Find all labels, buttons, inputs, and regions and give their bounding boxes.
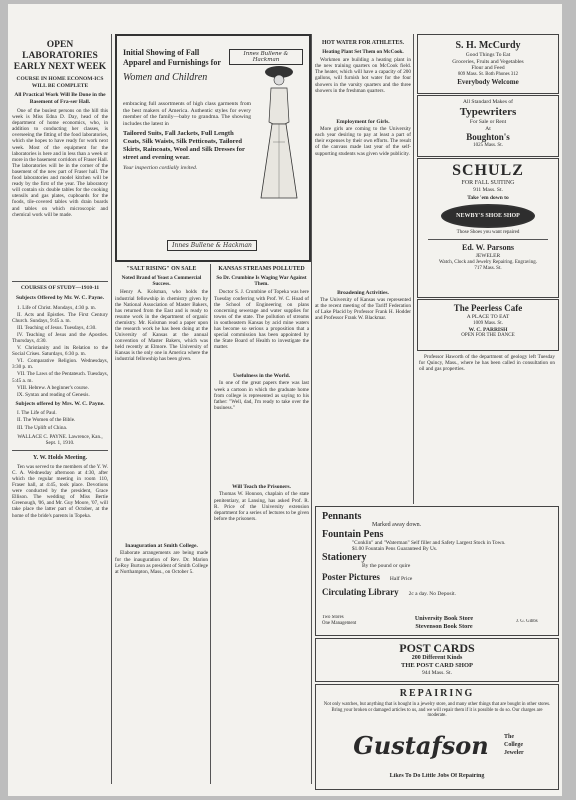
ad-line: 717 Mass. St. (474, 265, 502, 271)
list-item: II. Acts and Epistles. The First Century Church. Sundays, 9:45 a. m. (12, 311, 108, 324)
section-head: Inauguration at Smith College. (125, 543, 198, 550)
column-4 (315, 40, 411, 500)
section-head: COURSES OF STUDY—1910-11 (20, 285, 100, 291)
gustafson-logo: Gustafson (353, 731, 489, 760)
column-rule (311, 34, 312, 784)
ad-line: W. C. PARRISH (468, 326, 508, 333)
ad-script-text: Women and Children (123, 72, 208, 83)
ad-title: Boughton's (466, 132, 510, 142)
ad-line: University Book Store (414, 615, 474, 622)
ad-mccurdy (417, 34, 559, 94)
list-item: II. The Women of the Bible. (17, 417, 76, 424)
ad-line: $1.00 Fountain Pens Guaranteed By Us. (352, 546, 438, 553)
paragraph: Professor Haworth of the department of geology left Tuesday for Quincy, Mass., where he has been called in consultation on oil and gas properties. (419, 354, 555, 373)
ad-line: Half Price (389, 575, 413, 582)
circulating-row (322, 585, 552, 600)
list-item: I. The Life of Paul. (17, 410, 57, 417)
ad-line: OPEN FOR THE DANCE (461, 333, 515, 338)
ad-title: Typewriters (459, 106, 517, 118)
book-store-content (322, 511, 552, 600)
ad-repairing (315, 684, 559, 790)
paragraph: More girls are coming to the University each year desiring to pay at least a part of their expenses by their own efforts. The result of the canvass made last year of the self-supporting students was given wide publicity. (315, 126, 411, 157)
stores-middle (374, 615, 514, 630)
list-item: III. Teaching of Jesus. Tuesdays, 4:30. (17, 324, 97, 331)
ad-line: Watch, Clock and Jewelry Repairing. Engraving. (439, 259, 537, 265)
paragraph: Henry A. Kolsman, who holds the industrial fellowship in chemistry given by the National Association of Master Bakers, has returned from the East and is ready to resume work in the department of organic chemistry. Mr. Kolsman read a paper upon the research work he has been doing at the University of Kansas at the annual convention of Master Bakers, which was held recently at Elmore. The University of Kansas is the only one in America where the industrial fellowship has been given. (115, 289, 208, 363)
ad-line: 1009 Mass. St. (473, 320, 503, 326)
section-subhead: Heating Plant Set Them on McCook. (322, 49, 404, 55)
ad-title: SCHULZ (452, 162, 524, 179)
ad-title: The Peerless Cafe (453, 303, 523, 313)
list-item: IV. Teaching of Jesus and the Apostles. Thursdays, 4:30. (12, 331, 108, 344)
headline-open-labs: OPEN LABORATORIES (22, 40, 98, 61)
article-body (214, 380, 309, 480)
ad-title: Circulating Library (322, 586, 399, 597)
woman-illustration (257, 62, 305, 202)
article-body (214, 289, 309, 369)
ad-title: POST CARDS (399, 641, 475, 655)
ad-tagline: Everybody Welcome (457, 77, 519, 86)
ad-headline (123, 48, 228, 84)
list-item: V. Christianity and its Relation to the Social Crises. Saturdays, 6:30 p. m. (12, 345, 108, 358)
section-head: Usefulness in the World. (232, 373, 291, 380)
section-head: HOT WATER FOR ATHLETES. (321, 40, 405, 46)
ad-line: 1025 Mass. St. (473, 143, 503, 148)
article-body (315, 57, 411, 115)
ad-body-text: embracing full assortments of high class garments from the best makers of America. Authentic styles for every member of the family—baby to grandma. The showing includes the latest in (123, 101, 251, 127)
ad-title: Pennants (322, 511, 362, 522)
book-store-footer (322, 615, 552, 631)
paragraph: Elaborate arrangements are being made for the inauguration of Rev. Dr. Marion LeRoy Burton as president of Smith College at Northampton, Mass., on October 5. (115, 550, 208, 575)
list-item: III. The Uplift of China. (17, 424, 68, 431)
section-head: Employment for Girls. (336, 119, 390, 126)
article-body (315, 297, 411, 321)
column-3 (214, 266, 309, 784)
signature-logo: Innes Bullene & Hackman (229, 49, 303, 65)
paragraph: Thomas W. Honnon, chaplain of the state penitentiary, at Lansing, has asked Prof. R. R. Price of the University extension department for a series of lectures to be given before the prisoners. (214, 491, 309, 522)
ad-signature-bottom (157, 234, 267, 252)
ad-line: 200 Different Kinds (411, 655, 463, 661)
ad-line: Stevenson Book Store (415, 622, 473, 630)
section-subhead: Subjects Offered by Mr. W. C. Payne. (16, 295, 104, 301)
newspaper-page (8, 4, 562, 796)
column-rule (413, 34, 414, 504)
ad-line: All Standard Makes of (463, 99, 513, 105)
ad-title: Stationery (322, 552, 367, 564)
signature-logo: Innes Bullene & Hackman (167, 240, 257, 251)
column-rule (210, 264, 211, 784)
ad-tagline: Likes To Do Little Jobs Of Repairing (389, 773, 485, 779)
column-rule (111, 34, 112, 784)
column-1 (12, 40, 108, 784)
ad-line: 2c a day. No Deposit. (408, 590, 456, 597)
ad-line: Those Shoes you want repaired (456, 230, 520, 235)
article-body (12, 464, 108, 519)
column-2 (115, 266, 208, 784)
ad-bold-list: Tailored Suits, Fall Jackets, Full Length Coats, Silk Waists, Silk Petticoats, Tailored Skirts, Raincoats, Wool and Silk Dresses for street and evening wear. (123, 130, 245, 162)
paragraph: The University of Kansas was represented at the recent meeting of the Tariff Federation of Lake Placid by Professor Frank H. Hodder and Professor Frank W. Blackmar. (315, 297, 411, 322)
ad-tagline: Take 'em down to (467, 195, 509, 201)
subhead: COURSE IN HOME ECONOM-ICS WILL BE COMPLETE (16, 76, 104, 89)
paragraph: Workmen are building a heating plant in the new training quarters on McCook field. The heater, which will have a capacity of 200 gallons, will furnish hot water for the four showers in the varsity quarters and the three showers in the freshman quarters. (315, 57, 411, 94)
subhead: All Practical Work Will Be Done in the Basement of Fra-ser Hall. (14, 92, 106, 105)
ad-title: Poster Pictures (322, 571, 380, 582)
stores-left (322, 615, 372, 626)
right-news (419, 354, 555, 502)
section-head: Y. W. Holds Meeting. (32, 454, 88, 461)
list-item: VIII. Hebrew. A beginner's course. (17, 384, 89, 391)
section-head: KANSAS STREAMS POLLUTED (218, 266, 305, 272)
ad-line: "Conklin" and "Waterman" Self filler and Safety Largest Stock in Town. (352, 540, 506, 546)
article-body (315, 126, 411, 286)
ad-line: A PLACE TO EAT (466, 314, 510, 320)
ad-women-apparel (115, 34, 311, 262)
ad-line: JEWELER (475, 253, 501, 259)
ad-line: 944 Mass. St. (422, 669, 452, 676)
ad-headline-text: Initial Showing of Fall Apparel and Furnishings for (123, 48, 221, 67)
ad-line: The (504, 734, 515, 740)
section-subhead: So Dr. Crumbine Is Waging War Against Them. (216, 275, 307, 288)
ad-title: REPAIRING (399, 688, 475, 699)
article-body (12, 108, 108, 278)
subjects-list (12, 305, 108, 398)
poster-row (322, 570, 552, 585)
paragraph: Ten was served to the members of the Y. W. C. A. Wednesday afternoon at 4:30, after which the regular meeting in room 110, Fraser hall, at 4:45, took place. Devotions were conducted by the president, Grace Ellison. The wedding of Miss Bertie Greenough, '06, and Mr. Guy Moore, '07, will take place the latter part of October, at the home of the bride's parents in Topeka. (12, 463, 108, 519)
ad-line: Good Things To Eat (465, 52, 511, 58)
ad-line: One Management (322, 620, 357, 626)
ad-schulz-parsons (417, 158, 559, 298)
divider (12, 450, 108, 451)
list-item: 1. Life of Christ. Mondays, 4:30 p. m. (17, 304, 96, 311)
ad-line: THE POST CARD SHOP (401, 662, 473, 669)
section-head: Will Teach the Prisoners. (232, 484, 291, 491)
ad-line: 911 Mass. St. (473, 187, 503, 193)
ad-line: Marked away down. (372, 522, 422, 528)
ad-line: Jeweler (504, 750, 524, 756)
ad-book-store (315, 506, 559, 636)
ad-title: Fountain Pens (322, 529, 384, 540)
divider (12, 281, 108, 282)
ad-line: Groceries, Fruits and Vegetables (452, 58, 524, 65)
subjects-list-2 (12, 410, 108, 430)
ad-line: College (504, 742, 523, 748)
ad-title: Ed. W. Parsons (461, 243, 515, 252)
shoe-shop-logo: NEWBY'S SHOE SHOP (441, 204, 535, 228)
signoff: WALLACE C. PAYNE. Lawrence, Kan., Sept. 1, 1910. (17, 433, 103, 446)
ad-line: At (485, 125, 491, 132)
list-item: VI. Comparative Religion. Wednesdays, 3:30 p. m. (12, 358, 108, 371)
ad-body-text: Not only watches, but anything that is bought in a jewelry store, and many other things that are bought in other stores. Bring your broken or damaged articles to us, and we will repair them if it is possible to do so. Our charges are moderate. (323, 702, 551, 719)
section-subhead: Subjects offered by Mrs. W. C. Payne. (15, 400, 105, 407)
gustafson-right (504, 733, 554, 757)
ad-title: S. H. McCurdy (455, 40, 521, 51)
ad-line: 809 Mass. St. Both Phones 312 (457, 71, 519, 77)
headline-early-next-week: EARLY NEXT WEEK (13, 62, 107, 72)
ad-peerless-cafe (417, 299, 559, 351)
paragraph: In one of the great papers there was last week a cartoon in which the graduate home from college is represented as saying to his father: "Well, dad, I'm ready to take over the business." (214, 380, 309, 411)
list-item: VII. The Laws of the Pentateuch. Tuesdays, 5:45 a. m. (12, 371, 108, 384)
ad-inspection-line: Your inspection cordially invited. (123, 165, 198, 172)
ad-line: By the pound or quire (362, 563, 411, 570)
ad-line: Flour and Feed (471, 65, 505, 71)
divider (428, 239, 548, 240)
ad-line: FOR FALL SUITING (461, 180, 515, 186)
ad-typewriters (417, 95, 559, 157)
list-item: IX. Syntax and reading of Genesis. (17, 391, 90, 398)
ad-line: For Sale or Rent (469, 119, 507, 125)
paragraph: Doctor S. J. Crumbine of Topeka was here Tuesday conferring with Prof. W. C. Hoad of the School of Engineering on plans concerning sewerage and water supplies for towns of the state. The pollution of streams in southeastern Kansas by acid mine waters has become so serious a proposition that a special commission has been appointed by the State Board of Health to investigate the matter. (214, 289, 309, 351)
ad-body (123, 101, 251, 171)
article-body (115, 550, 208, 574)
ad-line: Two Stores (322, 615, 344, 620)
paragraph: One of the busiest persons on the hill this week is Miss Edna D. Day, head of the department of home economics, who, in addition to conducting her classes, is overseeing the fitting of the food laboratories, which she hopes to have ready for work next week. Most of the equipment for the laboratories is here and in less than a week or more in the basement corridors of Fraser Hall. The laboratories will be in the corner of the basement of the new part of Fraser hall. The food laboratories and model kitchen will be ready by the first of the year. The laboratory will contain six double tables for the cooking utensils and gas plates, cupboards for the foods, tile-covered tables with drain boards and tables on which microscopic and chemical work will be made. (12, 108, 108, 218)
article-body (115, 289, 208, 539)
section-subhead: Noted Brand of Yeast a Commercial Success. (121, 275, 202, 288)
section-head: "SALT RISING" ON SALE (126, 266, 197, 272)
ad-line: J. G. Gibbs (516, 619, 538, 624)
ad-post-cards (315, 638, 559, 682)
article-body (214, 491, 309, 521)
section-head: Broadening Activities. (337, 290, 389, 297)
